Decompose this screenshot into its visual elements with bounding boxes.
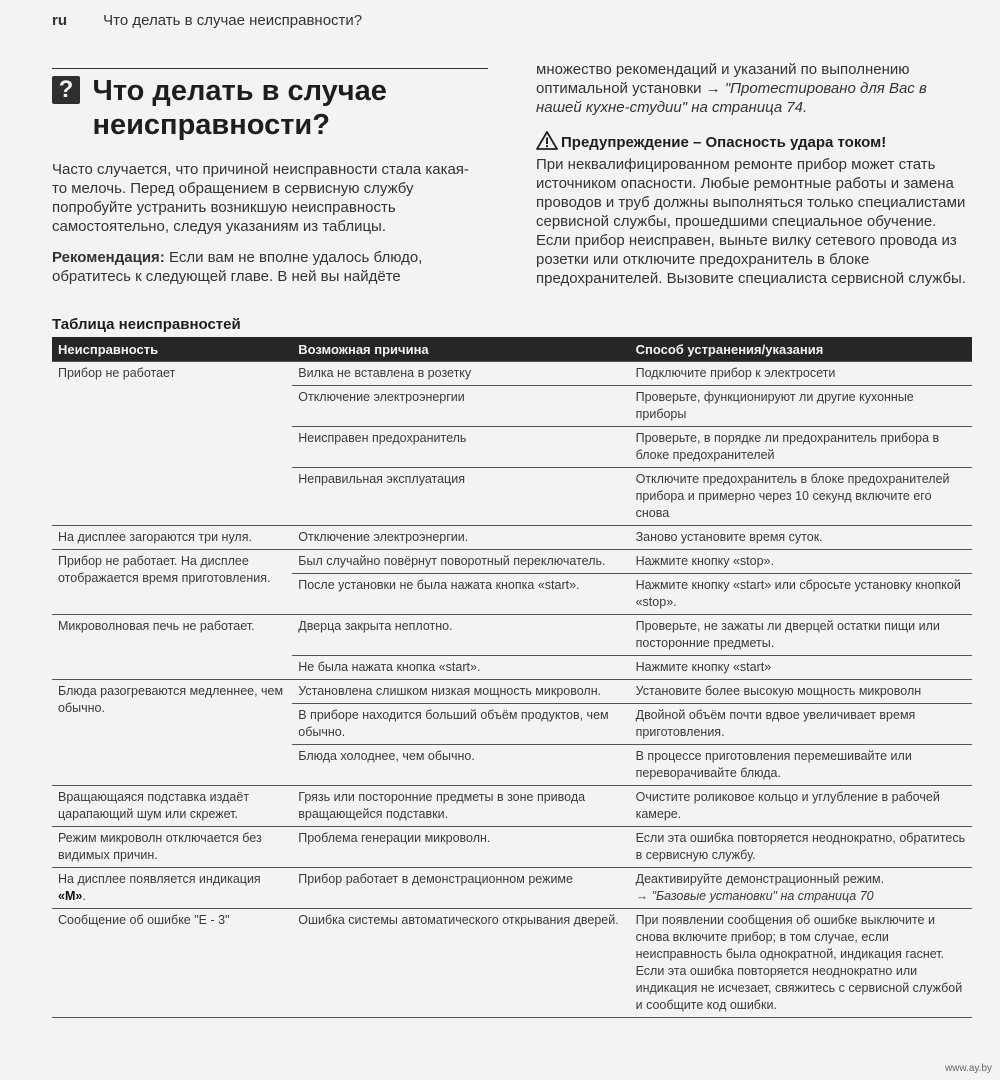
remedy-cell: Отключите предохранитель в блоке предохранителей прибора и примерно через 10 секунд включите его снова bbox=[630, 468, 972, 526]
title-rule bbox=[52, 68, 488, 69]
fault-text: На дисплее появляется индикация bbox=[58, 872, 261, 886]
cross-reference-link[interactable]: "Базовые установки" на страница 70 bbox=[648, 889, 874, 903]
fault-text-suffix: . bbox=[82, 889, 86, 903]
cause-cell: В приборе находится больший объём продуктов, чем обычно. bbox=[292, 704, 629, 745]
table-row bbox=[52, 680, 972, 704]
watermark: www.ay.by bbox=[944, 1063, 992, 1074]
fault-cell: Микроволновая печь не работает. bbox=[52, 615, 292, 680]
remedy-cell: Заново установите время суток. bbox=[630, 526, 972, 550]
cause-cell: Установлена слишком низкая мощность микроволн. bbox=[292, 680, 629, 704]
intro-paragraph: Часто случается, что причиной неисправности стала какая-то мелочь. Перед обращением в сервисную службу попробуйте устранить возникшую неисправность самостоятельно, следуя указаниям из таблицы. bbox=[52, 161, 469, 235]
cause-cell: Отключение электроэнергии. bbox=[292, 526, 629, 550]
table-body bbox=[52, 362, 972, 1018]
recommendation-text: Если вам не вполне удалось блюдо, обратитесь к следующей главе. В ней вы найдёте bbox=[52, 249, 423, 285]
cause-cell: Блюда холоднее, чем обычно. bbox=[292, 745, 629, 786]
fault-cell: Вращающаяся подставка издаёт царапающий шум или скрежет. bbox=[52, 786, 292, 827]
fault-cell: Блюда разогреваются медленнее, чем обычно. bbox=[52, 680, 292, 786]
language-code: ru bbox=[52, 12, 67, 29]
remedy-reference bbox=[636, 888, 966, 905]
recommendation-continuation bbox=[536, 60, 974, 117]
remedy-cell: Установите более высокую мощность микроволн bbox=[630, 680, 972, 704]
column-header-cause: Возможная причина bbox=[292, 337, 629, 362]
chapter-title-text: Что делать в случае неисправности? bbox=[92, 75, 387, 141]
remedy-cell: Проверьте, не зажаты ли дверцей остатки пищи или посторонние предметы. bbox=[630, 615, 972, 656]
remedy-cell: Двойной объём почти вдвое увеличивает время приготовления. bbox=[630, 704, 972, 745]
table-row bbox=[52, 827, 972, 868]
warning-text: При неквалифицированном ремонте прибор может стать источником опасности. Любые ремонтные работы и замена проводов и труб должны выполняться только специалистами сервисной службы, прошедшими специальное обучение. Если прибор неисправен, выньте вилку сетевого провода из розетки или отключите предохранитель в блоке предохранителей. Вызовите специалиста сервисной службы. bbox=[536, 156, 966, 287]
cause-cell: Проблема генерации микроволн. bbox=[292, 827, 629, 868]
cause-cell: Отключение электроэнергии bbox=[292, 386, 629, 427]
table-row bbox=[52, 868, 972, 909]
table-row bbox=[52, 909, 972, 1018]
warning-title: Предупреждение – Опасность удара током! bbox=[561, 134, 887, 151]
remedy-cell bbox=[630, 868, 972, 909]
remedy-cell: Нажмите кнопку «start» или сбросьте установку кнопкой «stop». bbox=[630, 574, 972, 615]
fault-cell: Режим микроволн отключается без видимых причин. bbox=[52, 827, 292, 868]
chapter-title bbox=[52, 74, 492, 142]
fault-cell: Сообщение об ошибке "E - 3" bbox=[52, 909, 292, 1018]
table-row bbox=[52, 786, 972, 827]
remedy-cell: Проверьте, функционируют ли другие кухонные приборы bbox=[630, 386, 972, 427]
fault-cell: На дисплее загораются три нуля. bbox=[52, 526, 292, 550]
remedy-cell: Нажмите кнопку «start» bbox=[630, 656, 972, 680]
warning-heading bbox=[536, 131, 974, 155]
cause-cell: Грязь или посторонние предметы в зоне привода вращающейся подставки. bbox=[292, 786, 629, 827]
table-title: Таблица неисправностей bbox=[52, 316, 241, 333]
right-column bbox=[536, 60, 974, 288]
remedy-cell: При появлении сообщения об ошибке выключите и снова включите прибор; в том случае, если неисправность была однократной, индикация гаснет. Если эта ошибка повторяется неоднократно или индикация не исчезает, свяжитесь с сервисной службой и сообщите код ошибки. bbox=[630, 909, 972, 1018]
recommendation-paragraph bbox=[52, 248, 482, 286]
cause-cell: Неисправен предохранитель bbox=[292, 427, 629, 468]
cause-cell: Дверца закрыта неплотно. bbox=[292, 615, 629, 656]
recommendation-label: Рекомендация: bbox=[52, 249, 165, 266]
fault-cell bbox=[52, 868, 292, 909]
question-icon: ? bbox=[52, 76, 80, 104]
indicator-symbol: «M» bbox=[58, 889, 83, 903]
fault-cell: Прибор не работает. На дисплее отображается время приготовления. bbox=[52, 550, 292, 615]
column-header-remedy: Способ устранения/указания bbox=[630, 337, 972, 362]
warning-triangle-icon bbox=[536, 131, 558, 155]
cause-cell: Вилка не вставлена в розетку bbox=[292, 362, 629, 386]
fault-cell: Прибор не работает bbox=[52, 362, 292, 526]
table-row bbox=[52, 526, 972, 550]
arrow-icon: → bbox=[635, 889, 649, 903]
cause-cell: Ошибка системы автоматического открывания дверей. bbox=[292, 909, 629, 1018]
remedy-cell: Нажмите кнопку «stop». bbox=[630, 550, 972, 574]
warning-block bbox=[536, 131, 974, 288]
arrow-icon: → bbox=[705, 80, 721, 97]
cause-cell: После установки не была нажата кнопка «start». bbox=[292, 574, 629, 615]
table-header-row bbox=[52, 337, 972, 362]
remedy-cell: Очистите роликовое кольцо и углубление в рабочей камере. bbox=[630, 786, 972, 827]
page-header bbox=[52, 12, 960, 29]
running-header-title: Что делать в случае неисправности? bbox=[103, 12, 363, 29]
remedy-text: Деактивируйте демонстрационный режим. bbox=[635, 872, 885, 886]
remedy-cell: Подключите прибор к электросети bbox=[630, 362, 972, 386]
cross-reference-link[interactable]: "Протестировано для Вас в нашей кухне-студии" на страница 74. bbox=[536, 80, 927, 116]
continuation-text: множество рекомендаций и указаний по выполнению оптимальной установки bbox=[536, 61, 910, 97]
cause-cell: Прибор работает в демонстрационном режиме bbox=[292, 868, 629, 909]
cause-cell: Неправильная эксплуатация bbox=[292, 468, 629, 526]
table-row bbox=[52, 615, 972, 656]
column-header-fault: Неисправность bbox=[52, 337, 292, 362]
left-column bbox=[52, 160, 482, 298]
table-row bbox=[52, 362, 972, 386]
table-row bbox=[52, 550, 972, 574]
remedy-cell: Проверьте, в порядке ли предохранитель прибора в блоке предохранителей bbox=[630, 427, 972, 468]
cause-cell: Не была нажата кнопка «start». bbox=[292, 656, 629, 680]
cause-cell: Был случайно повёрнут поворотный переключатель. bbox=[292, 550, 629, 574]
remedy-cell: Если эта ошибка повторяется неоднократно, обратитесь в сервисную службу. bbox=[630, 827, 972, 868]
fault-table bbox=[52, 337, 972, 1018]
remedy-cell: В процессе приготовления перемешивайте или переворачивайте блюда. bbox=[630, 745, 972, 786]
